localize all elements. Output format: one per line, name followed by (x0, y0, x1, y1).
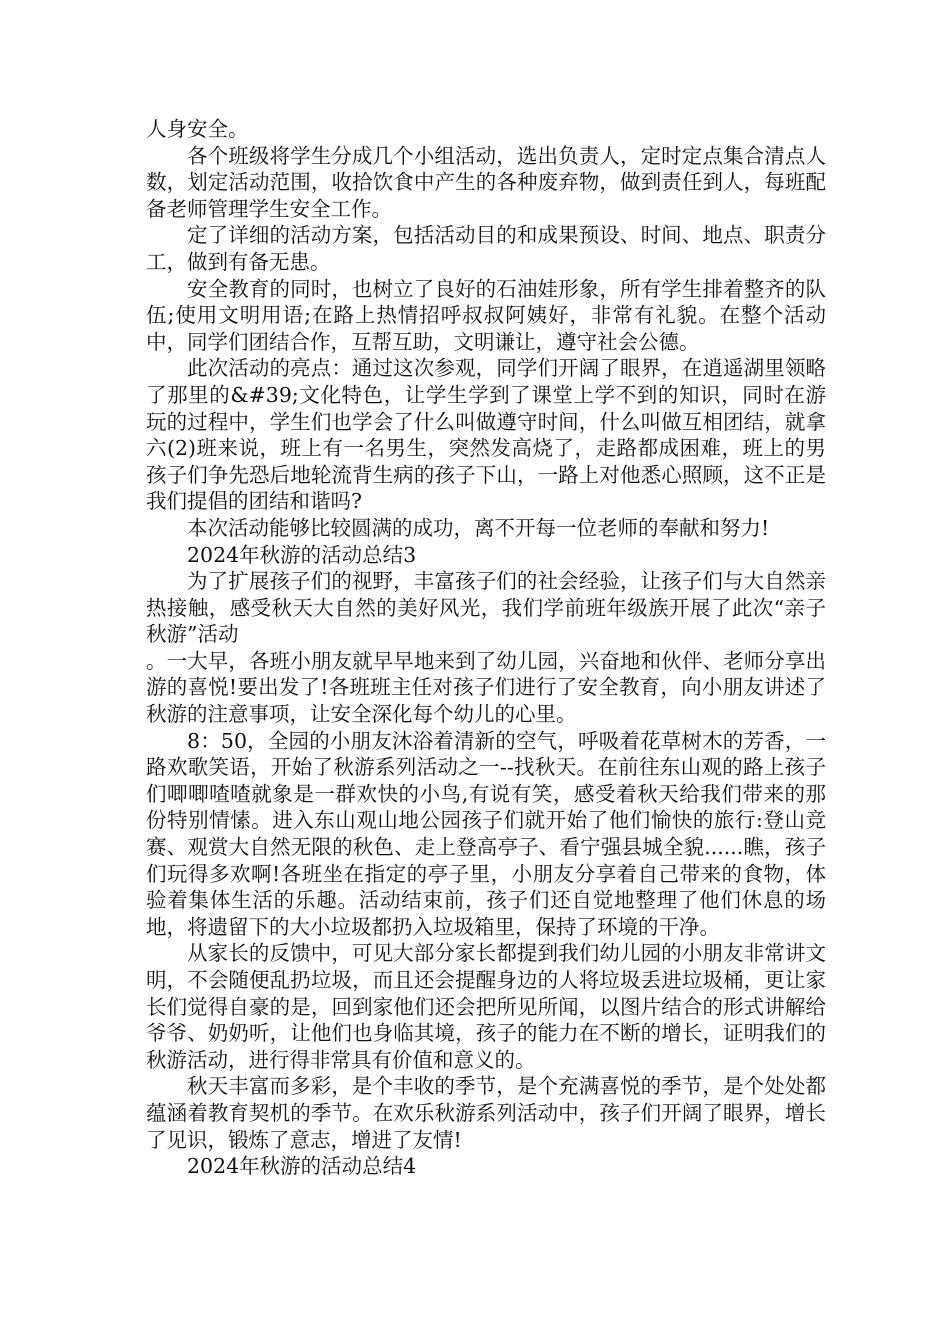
paragraph-3: 定了详细的活动方案，包括活动目的和成果预设、时间、地点、职责分工，做到有备无患。 (146, 223, 826, 274)
paragraph-10: 从家长的反馈中，可见大部分家长都提到我们幼儿园的小朋友非常讲文明，不会随便乱扔垃圾，而且还会提醒身边的人将垃圾丢进垃圾桶，更让家长们觉得自豪的是，回到家他们还会把所见所闻，以图片结合的形式讲解给爷爷、奶奶听，让他们也身临其境，孩子的能力在不断的增长，证明我们的秋游活动，进行得非常具有价值和意义的。 (146, 941, 826, 1072)
paragraph-2: 各个班级将学生分成几个小组活动，选出负责人，定时定点集合清点人数，划定活动范围，收拾饮食中产生的各种废弃物，做到责任到人，每班配备老师管理学生安全工作。 (146, 143, 826, 221)
paragraph-1: 人身安全。 (146, 117, 249, 141)
paragraph-6: 本次活动能够比较圆满的成功，离不开每一位老师的奉献和努力! (187, 515, 770, 540)
paragraph-7: 为了扩展孩子们的视野，丰富孩子们的社会经验，让孩子们与大自然亲热接触，感受秋天大自然的美好风光，我们学前班年级族开展了此次“亲子秋游”活动 (146, 569, 826, 647)
paragraph-4: 安全教育的同时，也树立了良好的石油娃形象，所有学生排着整齐的队伍;使用文明用语;在路上热情招呼叔叔阿姨好，非常有礼貌。在整个活动中，同学们团结合作，互帮互助，文明谦让，遵守社会公德。 (146, 276, 826, 354)
paragraph-9: 8：50，全园的小朋友沐浴着清新的空气，呼吸着花草树木的芳香，一路欢歌笑语，开始了秋游系列活动之一--找秋天。在前往东山观的路上孩子们唧唧喳喳就象是一群欢快的小鸟,有说有笑，感受着秋天给我们带来的那份特别情愫。进入东山观山地公园孩子们就开始了他们愉快的旅行:登山竞赛、观赏大自然无限的秋色、走上登高亭子、看宁强县城全貌......瞧，孩子们玩得多欢啊!各班坐在指定的亭子里，小朋友分享着自己带来的食物，体验着集体生活的乐趣。活动结束前，孩子们还自觉地整理了他们休息的场地，将遗留下的大小垃圾都扔入垃圾箱里，保持了环境的干净。 (146, 728, 826, 939)
section-heading-4: 2024年秋游的活动总结4 (187, 1154, 417, 1179)
document-page (146, 116, 826, 1180)
section-heading-3: 2024年秋游的活动总结3 (187, 542, 417, 567)
paragraph-11: 秋天丰富而多彩，是个丰收的季节，是个充满喜悦的季节，是个处处都蕴涵着教育契机的季节。在欢乐秋游系列活动中，孩子们开阔了眼界，增长了见识，锻炼了意志，增进了友情! (146, 1074, 826, 1152)
paragraph-8: 。一大早，各班小朋友就早早地来到了幼儿园，兴奋地和伙伴、老师分享出游的喜悦!要出发了!各班班主任对孩子们进行了安全教育，向小朋友讲述了秋游的注意事项，让安全深化每个幼儿的心里。 (146, 648, 826, 727)
paragraph-5: 此次活动的亮点：通过这次参观，同学们开阔了眼界，在逍遥湖里领略了那里的&#39;文化特色，让学生学到了课堂上学不到的知识，同时在游玩的过程中，学生们也学会了什么叫做遵守时间，什么叫做互相团结，就拿六(2)班来说，班上有一名男生，突然发高烧了，走路都成困难，班上的男孩子们争先恐后地轮流背生病的孩子下山，一路上对他悉心照顾，这不正是我们提倡的团结和谐吗? (146, 356, 826, 514)
